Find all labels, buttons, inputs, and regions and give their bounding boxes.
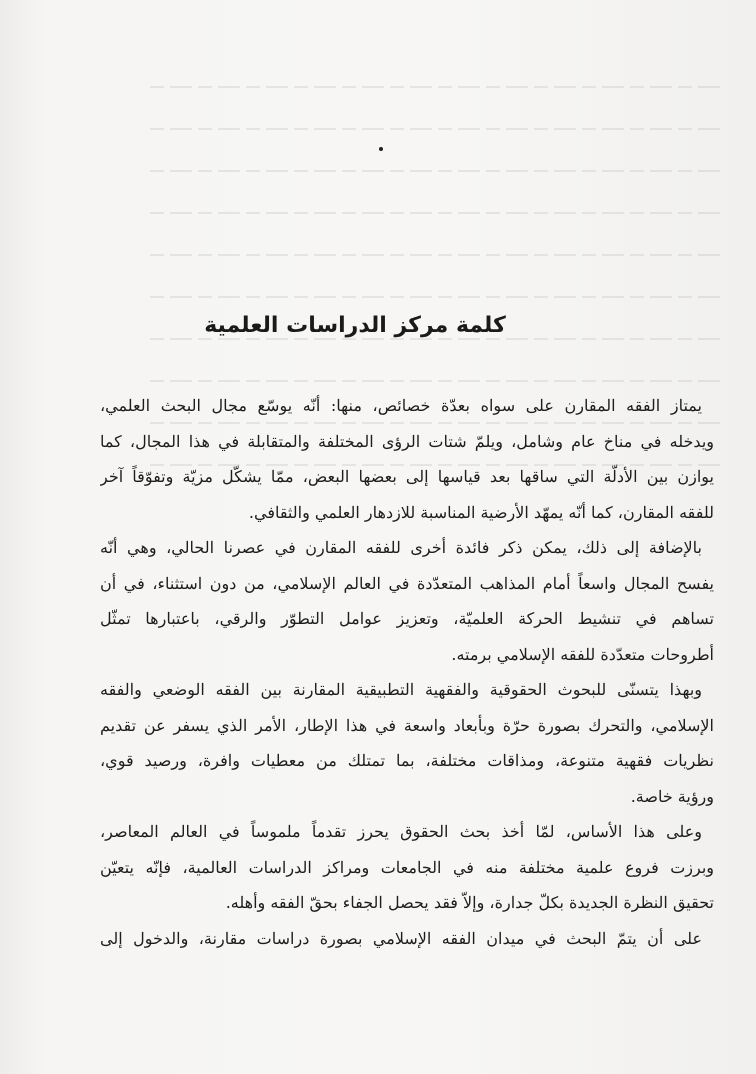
section-title: كلمة مركز الدراسات العلمية <box>204 313 506 338</box>
text-line: الإسلامي، والتحرك بصورة حرّة وبأبعاد واسعة في هذا الإطار، الأمر الذي يسفر عن تقديم <box>100 715 714 735</box>
text-line: وبهذا يتسنّى للبحوث الحقوقية والفقهية التطبيقية المقارنة بين الفقه الوضعي والفقه <box>100 680 702 699</box>
paragraph <box>100 672 714 814</box>
text-line: بالإضافة إلى ذلك، يمكن ذكر فائدة أخرى للفقه المقارن في عصرنا الحالي، وهي أنّه <box>100 538 702 557</box>
text-line: تساهم في تنشيط الحركة العلميّة، وتعزيز عوامل التطوّر والرقي، باعتبارها تمثّل <box>100 609 714 628</box>
text-line: يمتاز الفقه المقارن على سواه بعدّة خصائص، منها: أنّه يوسّع مجال البحث العلمي، <box>100 396 702 415</box>
text-line: نظريات فقهية متنوعة، ومذاقات مختلفة، بما تمتلك من معطيات وافرة، ورصيد قوي، <box>100 751 714 770</box>
text-line: ويدخله في مناخ عام وشامل، ويلمّ شتات الرؤى المختلفة والمتقابلة في هذا المجال، كما <box>100 431 714 451</box>
paragraph <box>100 388 714 530</box>
text-line: أطروحات متعدّدة للفقه الإسلامي برمته. <box>451 644 714 664</box>
body-text <box>100 388 714 956</box>
text-line: وبرزت فروع علمية مختلفة منه في الجامعات ومراكز الدراسات العالمية، فإنّه يتعيّن <box>100 857 714 877</box>
text-line: للفقه المقارن، كما أنّه يمهّد الأرضية المناسبة للازدهار العلمي والثقافي. <box>248 502 714 522</box>
text-line: على أن يتمّ البحث في ميدان الفقه الإسلامي بصورة دراسات مقارنة، والدخول إلى <box>100 928 702 948</box>
text-line: يفسح المجال واسعاً أمام المذاهب المتعدّدة في العالم الإسلامي، من دون استثناء، في أن <box>100 573 714 593</box>
paragraph <box>100 530 714 672</box>
text-line: وعلى هذا الأساس، لمّا أخذ بحث الحقوق يحرز تقدماً ملموساً في العالم المعاصر، <box>100 822 702 841</box>
text-line: تحقيق النظرة الجديدة بكلّ جدارة، وإلاّ فقد يحصل الجفاء بحقّ الفقه وأهله. <box>225 893 714 912</box>
text-line: يوازن بين الأدلّة التي ساقها بعد قياسها إلى بعضها البعض، ممّا يشكّل مزيّة وتفوّقاً آخر <box>100 467 714 486</box>
paragraph <box>100 814 714 921</box>
paragraph <box>100 921 714 957</box>
text-line: ورؤية خاصة. <box>630 786 714 806</box>
ink-speck <box>379 147 383 151</box>
